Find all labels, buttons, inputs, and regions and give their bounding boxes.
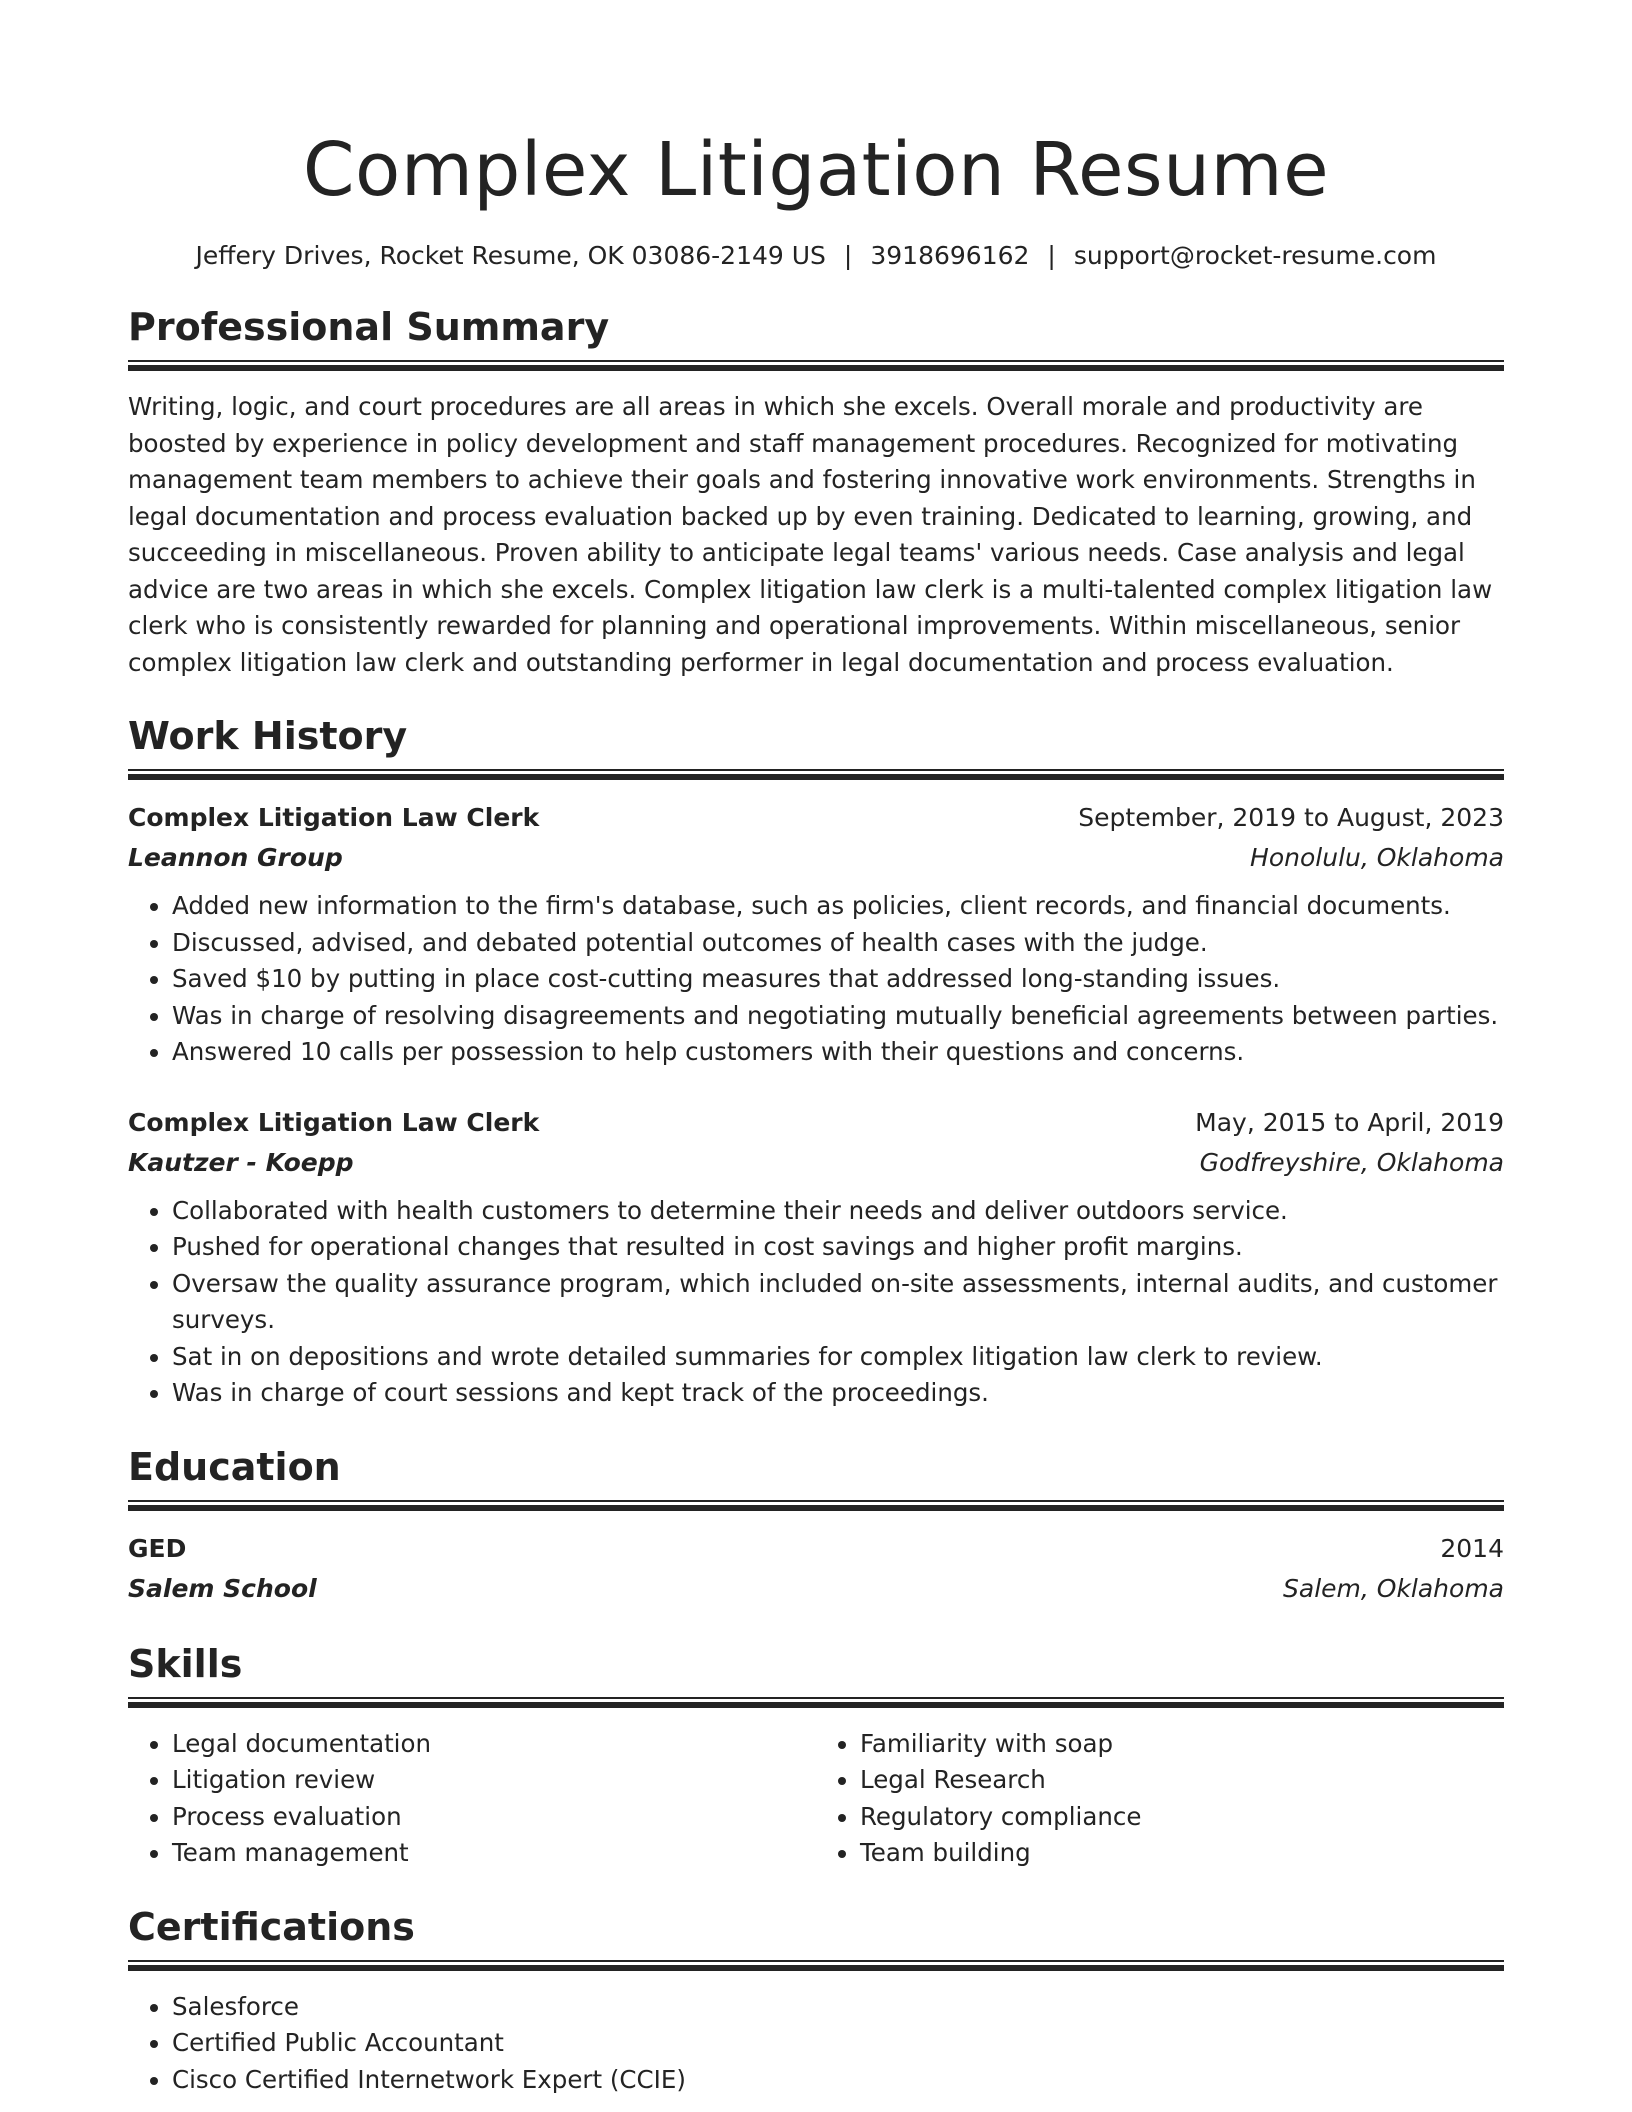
job-company: Kautzer - Koepp <box>128 1147 354 1177</box>
certifications-section <box>128 1902 1504 2099</box>
certification-item: • Cisco Certified Internetwork Expert (CCIE) <box>172 2062 1504 2099</box>
section-heading-education: Education <box>128 1444 341 1489</box>
skill-item: • Legal Research <box>860 1762 1504 1799</box>
section-divider <box>128 360 1504 371</box>
job-company-row <box>128 838 1504 878</box>
contact-email: support@rocket-resume.com <box>1073 241 1437 270</box>
section-divider <box>128 769 1504 780</box>
job-location: Godfreyshire, Oklahoma <box>1199 1147 1504 1177</box>
education-year: 2014 <box>1440 1533 1504 1563</box>
job-header-row <box>128 1103 1504 1143</box>
job-duty: • Was in charge of court sessions and kept track of the proceedings. <box>172 1375 1504 1412</box>
education-degree-row <box>128 1529 1504 1569</box>
work-section <box>128 711 1504 1412</box>
contact-line <box>128 238 1504 274</box>
skills-column-right <box>816 1726 1504 1872</box>
education-degree: GED <box>128 1533 187 1563</box>
section-heading-summary: Professional Summary <box>128 305 610 349</box>
job-location: Honolulu, Oklahoma <box>1250 843 1504 872</box>
job-duty: • Was in charge of resolving disagreements and negotiating mutually beneficial agreements between parties. <box>172 998 1504 1035</box>
skills-column-left <box>128 1726 816 1872</box>
skill-item: • Litigation review <box>172 1762 816 1799</box>
job-company: Leannon Group <box>128 843 343 872</box>
certification-item: • Certified Public Accountant <box>172 2025 1504 2062</box>
skills-section <box>128 1639 1504 1872</box>
job-duty: • Sat in on depositions and wrote detailed summaries for complex litigation law clerk to review. <box>172 1339 1504 1376</box>
summary-section <box>128 302 1504 681</box>
section-divider <box>128 1500 1504 1511</box>
skill-item: • Team building <box>860 1835 1504 1872</box>
skill-item: • Team management <box>172 1835 816 1872</box>
education-section <box>128 1442 1504 1609</box>
job-duty: • Oversaw the quality assurance program, which included on-site assessments, internal audits, and customer surveys. <box>172 1266 1504 1339</box>
resume-title: Complex Litigation Resume <box>302 127 1330 213</box>
skill-item: • Process evaluation <box>172 1799 816 1836</box>
job-duties <box>128 1193 1504 1412</box>
job-entry <box>128 798 1504 1071</box>
section-heading-certifications: Certifications <box>128 1904 415 1949</box>
job-duties <box>128 888 1504 1071</box>
job-duty: • Saved $10 by putting in place cost-cutting measures that addressed long-standing issues. <box>172 961 1504 998</box>
contact-address: Jeffery Drives, Rocket Resume, OK 03086-2149 US <box>195 241 826 270</box>
job-dates: May, 2015 to April, 2019 <box>1195 1107 1504 1137</box>
job-header-row <box>128 798 1504 838</box>
contact-separator: | <box>843 241 853 270</box>
job-duty: • Pushed for operational changes that resulted in cost savings and higher profit margins. <box>172 1229 1504 1266</box>
job-duty: • Collaborated with health customers to determine their needs and deliver outdoors service. <box>172 1193 1504 1230</box>
job-title: Complex Litigation Law Clerk <box>128 803 540 832</box>
job-duty: • Added new information to the firm's database, such as policies, client records, and financial documents. <box>172 888 1504 925</box>
education-school-row <box>128 1569 1504 1609</box>
skill-item: • Legal documentation <box>172 1726 816 1763</box>
summary-text: Writing, logic, and court procedures are all areas in which she excels. Overall morale and productivity are boosted by experience in policy development and staff management procedures. Recognized for motivating management team members to achieve their goals and fostering innovative work environments. Strengths in legal documentation and process evaluation backed up by even training. Dedicated to learning, growing, and succeeding in miscellaneous. Proven ability to anticipate legal teams' various needs. Case analysis and legal advice are two areas in which she excels. Complex litigation law clerk is a multi-talented complex litigation law clerk who is consistently rewarded for planning and operational improvements. Within miscellaneous, senior complex litigation law clerk and outstanding performer in legal documentation and process evaluation. <box>128 392 1493 677</box>
skills-grid <box>128 1726 1504 1872</box>
job-entry <box>128 1103 1504 1412</box>
skill-item: • Familiarity with soap <box>860 1726 1504 1763</box>
section-divider <box>128 1960 1504 1971</box>
skill-item: • Regulatory compliance <box>860 1799 1504 1836</box>
contact-phone: 3918696162 <box>870 241 1030 270</box>
education-location: Salem, Oklahoma <box>1283 1573 1504 1603</box>
section-divider <box>128 1697 1504 1708</box>
contact-separator: | <box>1047 241 1056 270</box>
education-school: Salem School <box>128 1573 317 1603</box>
section-heading-skills: Skills <box>128 1641 243 1686</box>
job-company-row <box>128 1143 1504 1183</box>
job-duty: • Answered 10 calls per possession to help customers with their questions and concerns. <box>172 1034 1504 1071</box>
section-heading-work: Work History <box>128 714 408 758</box>
job-duty: • Discussed, advised, and debated potential outcomes of health cases with the judge. <box>172 925 1504 962</box>
certifications-list <box>128 1989 1504 2099</box>
job-title: Complex Litigation Law Clerk <box>128 1107 540 1137</box>
job-dates: September, 2019 to August, 2023 <box>1078 803 1504 832</box>
certification-item: • Salesforce <box>172 1989 1504 2026</box>
